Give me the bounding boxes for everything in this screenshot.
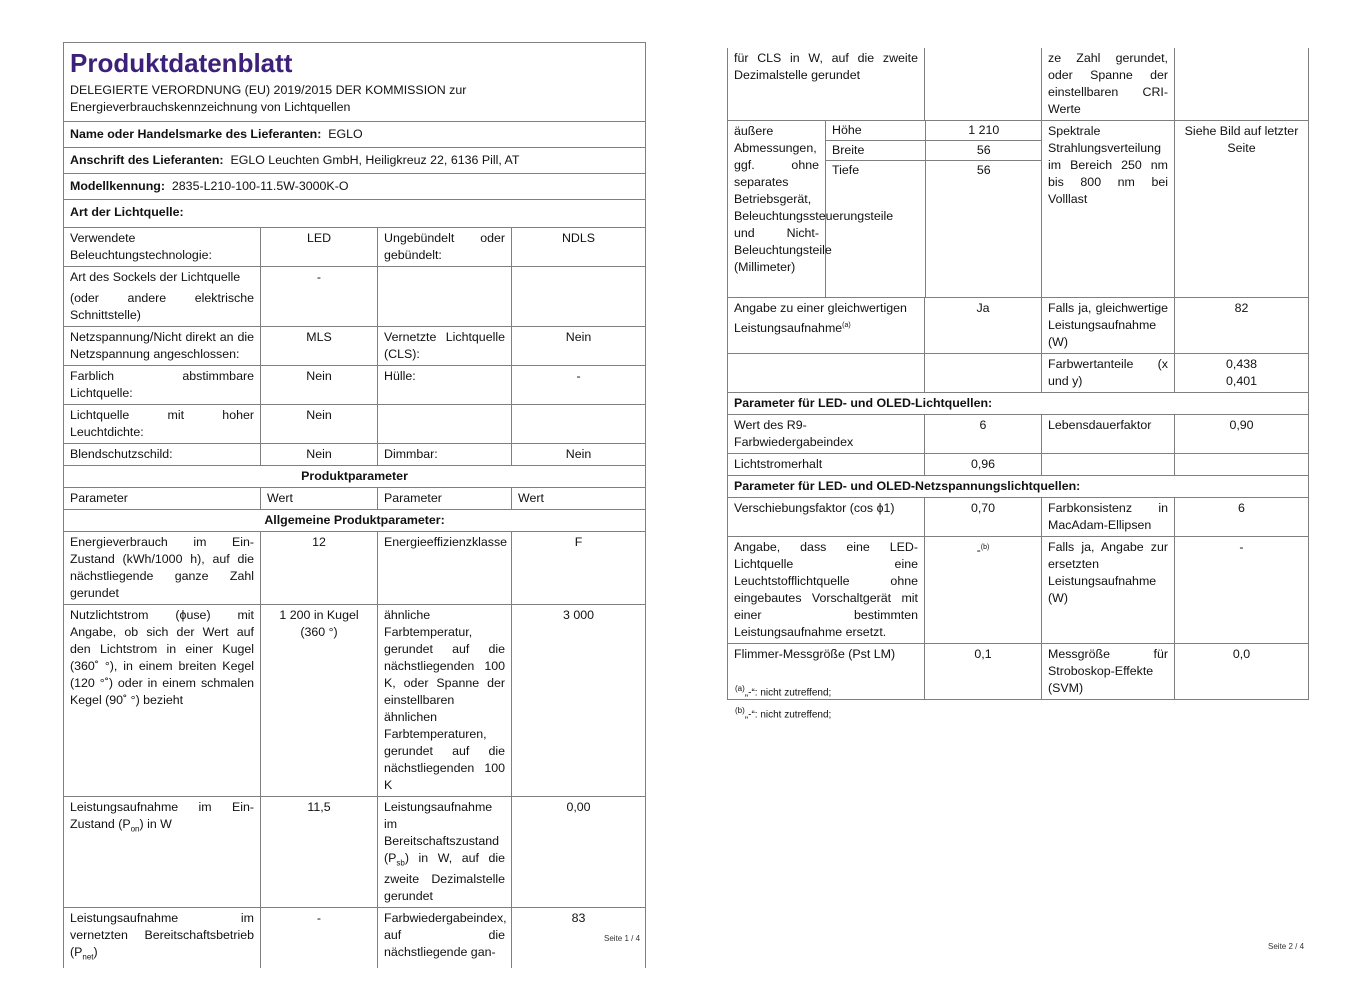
chroma-x: 0,438: [1225, 357, 1257, 371]
cls-standby-label-cont: für CLS in W, auf die zweite Dezimalstelle gerundet: [728, 48, 925, 121]
general-params-header: Allgemeine Produktparameter:: [64, 510, 646, 532]
bundled-label: Ungebündelt oder gebündelt:: [378, 228, 512, 267]
shield-label: Blendschutzschild:: [64, 444, 261, 466]
width-value: 56: [925, 141, 1042, 161]
psb-value: 0,00: [512, 797, 646, 908]
eeclass-label: Energieeffizienzklasse: [378, 532, 512, 605]
consistency-value: 6: [1175, 498, 1309, 537]
equiv-label: Angabe zu einer gleichwertigen Leistungsaufnahme$^{(a)}$: [728, 298, 925, 354]
envelope-label: Hülle:: [378, 366, 512, 405]
product-data-table-page-2: [727, 48, 1309, 700]
supplier-name-row: [64, 122, 646, 148]
table-row: [728, 298, 1309, 354]
cap-label-line-2: (oder andere elektrische Schnittstelle): [70, 291, 254, 322]
consistency-label: Farbkonsistenz in MacAdam-Ellipsen: [1042, 498, 1175, 537]
equiv-power-value: 82: [1175, 298, 1309, 354]
table-row: [64, 797, 646, 908]
page-number-1: Seite 1 / 4: [604, 934, 641, 943]
empty-cell: [1175, 48, 1309, 121]
product-data-table-page-1: [63, 42, 646, 968]
cri-label: Farbwiedergabeindex, auf die nächstliegende gan-: [378, 908, 512, 968]
maintenance-label: Lichtstromerhalt: [728, 454, 925, 476]
tunable-label: Farblich abstimmbare Lichtquelle:: [64, 366, 261, 405]
table-row: [64, 228, 646, 267]
table-row: [64, 267, 646, 327]
height-label: Höhe: [826, 121, 925, 141]
cri-label-cont: ze Zahl gerundet, oder Spanne der einstellbaren CRI-Werte: [1042, 48, 1175, 121]
col-parameter: Parameter: [378, 488, 512, 510]
led-params-header: Parameter für LED- und OLED-Lichtquellen:: [728, 393, 1309, 415]
pon-label: Leistungsaufnahme im Ein-Zustand $(P_{on})$ in W: [64, 797, 261, 908]
empty-cell: [728, 354, 925, 393]
cls-value: Nein: [512, 327, 646, 366]
col-value: Wert: [512, 488, 646, 510]
dimmable-label: Dimmbar:: [378, 444, 512, 466]
model-value: 2835-L210-100-11.5W-3000K-O: [171, 179, 349, 193]
regulation-text: DELEGIERTE VERORDNUNG (EU) 2019/2015 DER KOMMISSION zur Energieverbrauchskennzeichnung von Lichtquellen: [70, 83, 467, 114]
column-header-row: [64, 488, 646, 510]
dpf-label: Verschiebungsfaktor (cos ϕ1): [728, 498, 925, 537]
table-row: [728, 48, 1309, 121]
empty-cell: [512, 267, 646, 327]
energy-label: Energieverbrauch im Ein-Zustand (kWh/1000 h), auf die nächstliegende ganze Zahl gerundet: [64, 532, 261, 605]
replace-value: -$^{(b)}$: [925, 537, 1042, 644]
page-2: [727, 48, 1309, 700]
empty-cell: [378, 267, 512, 327]
table-row: [728, 121, 1309, 298]
product-params-header: Produktparameter: [64, 466, 646, 488]
table-row: [728, 537, 1309, 644]
footnote-a: $^{(a)}$„-“: nicht zutreffend;: [735, 684, 832, 699]
height-value: 1 210: [925, 121, 1042, 141]
spectral-value: Siehe Bild auf letzter Seite: [1175, 121, 1309, 298]
cap-value: -: [261, 267, 378, 327]
header-cell: [64, 43, 646, 122]
survival-value: 0,90: [1175, 415, 1309, 454]
replace-label: Angabe, dass eine LED-Lichtquelle eine Leuchtstofflichtquelle ohne eingebautes Vorschaltgerät mit einer bestimmten Leistungsaufnahme ersetzt.: [728, 537, 925, 644]
depth-value: 56: [925, 161, 1042, 298]
light-source-type-label: Art der Lichtquelle:: [64, 200, 646, 228]
table-row: [64, 605, 646, 797]
envelope-value: -: [512, 366, 646, 405]
table-row: [64, 327, 646, 366]
cap-label-line-1: Art des Sockels der Lichtquelle: [70, 270, 241, 284]
width-label: Breite: [826, 141, 925, 161]
cls-label: Vernetzte Lichtquelle (CLS):: [378, 327, 512, 366]
footnote-b: $^{(b)}$„-“: nicht zutreffend;: [735, 706, 832, 721]
bundled-value: NDLS: [512, 228, 646, 267]
flicker-value: 0,1: [925, 644, 1042, 700]
model-label: Modellkennung:: [70, 179, 165, 193]
empty-cell: [925, 48, 1042, 121]
page-number-2: Seite 2 / 4: [1268, 942, 1305, 951]
model-row: [64, 174, 646, 200]
table-row: [64, 366, 646, 405]
col-parameter: Parameter: [64, 488, 261, 510]
empty-cell: [512, 405, 646, 444]
replace-power-value: -: [1175, 537, 1309, 644]
tech-label: Verwendete Beleuchtungstechnologie:: [64, 228, 261, 267]
high-luminance-value: Nein: [261, 405, 378, 444]
table-row: [728, 415, 1309, 454]
supplier-address-value: EGLO Leuchten GmbH, Heiligkreuz 22, 6136 Pill, AT: [230, 153, 520, 167]
dims-label: äußere Abmessungen, ggf. ohne separates Betriebsgerät, Beleuchtungssteuerungsteile und Nicht-Beleuchtungsteile (Millimeter): [728, 121, 826, 298]
flux-value: 1 200 in Kugel (360 °): [261, 605, 378, 797]
eeclass-value: F: [512, 532, 646, 605]
supplier-address-row: [64, 148, 646, 174]
chroma-label: Farbwertanteile (x und y): [1042, 354, 1175, 393]
cap-label: [64, 267, 261, 327]
cct-label: ähnliche Farbtemperatur, gerundet auf die nächstliegenden 100 K, oder Spanne der einstellbaren ähnlichen Farbtemperaturen, gerundet auf die nächstliegenden 100 K: [378, 605, 512, 797]
mains-value: MLS: [261, 327, 378, 366]
r9-label: Wert des R9-Farbwiedergabeindex: [728, 415, 925, 454]
equiv-value: Ja: [925, 298, 1042, 354]
maintenance-value: 0,96: [925, 454, 1042, 476]
psb-label: Leistungsaufnahme im Bereitschaftszustand $(P_{sb})$ in W, auf die zweite Dezimalstelle gerundet: [378, 797, 512, 908]
table-row: [64, 405, 646, 444]
tunable-value: Nein: [261, 366, 378, 405]
pnet-label: Leistungsaufnahme im vernetzten Bereitschaftsbetrieb $(P_{net})$: [64, 908, 261, 968]
shield-value: Nein: [261, 444, 378, 466]
high-luminance-label: Lichtquelle mit hoher Leuchtdichte:: [64, 405, 261, 444]
chroma-y: 0,401: [1225, 374, 1257, 388]
replace-power-label: Falls ja, Angabe zur ersetzten Leistungsaufnahme (W): [1042, 537, 1175, 644]
table-row: [728, 354, 1309, 393]
energy-value: 12: [261, 532, 378, 605]
dpf-value: 0,70: [925, 498, 1042, 537]
cct-value: 3 000: [512, 605, 646, 797]
empty-cell: [1042, 454, 1175, 476]
mains-params-header: Parameter für LED- und OLED-Netzspannungslichtquellen:: [728, 476, 1309, 498]
page-1: [63, 42, 646, 968]
col-value: Wert: [261, 488, 378, 510]
table-row: [64, 908, 646, 968]
depth-label: Tiefe: [832, 163, 860, 177]
flux-label: Nutzlichtstrom (ϕuse) mit Angabe, ob sich der Wert auf den Lichtstrom in einer Kugel (360˚ °), in einem breiten Kegel (120 °˚) oder in einem schmalen Kegel (90˚ °) bezieht: [64, 605, 261, 797]
table-row: [64, 532, 646, 605]
spectral-label: Spektrale Strahlungsverteilung im Bereich 250 nm bis 800 nm bei Volllast: [1042, 121, 1175, 298]
flicker-label: Flimmer-Messgröße (Pst LM): [728, 644, 925, 700]
supplier-address-label: Anschrift des Lieferanten:: [70, 153, 224, 167]
table-row: [728, 454, 1309, 476]
dimmable-value: Nein: [512, 444, 646, 466]
stroboscopic-label: Messgröße für Stroboskop-Effekte (SVM): [1042, 644, 1175, 700]
cri-value: 83: [512, 908, 646, 968]
survival-label: Lebensdauerfaktor: [1042, 415, 1175, 454]
empty-cell: [925, 354, 1042, 393]
table-row: [728, 498, 1309, 537]
pon-value: 11,5: [261, 797, 378, 908]
supplier-name-label: Name oder Handelsmarke des Lieferanten:: [70, 127, 322, 141]
pnet-value: -: [261, 908, 378, 968]
supplier-name-value: EGLO: [328, 127, 363, 141]
tech-value: LED: [261, 228, 378, 267]
empty-cell: [378, 405, 512, 444]
empty-cell: [1175, 454, 1309, 476]
table-row: [64, 444, 646, 466]
document-title: Produktdatenblatt: [70, 48, 293, 78]
stroboscopic-value: 0,0: [1175, 644, 1309, 700]
chroma-value: [1175, 354, 1309, 393]
r9-value: 6: [925, 415, 1042, 454]
equiv-power-label: Falls ja, gleichwertige Leistungsaufnahme (W): [1042, 298, 1175, 354]
mains-label: Netzspannung/Nicht direkt an die Netzspannung angeschlossen:: [64, 327, 261, 366]
